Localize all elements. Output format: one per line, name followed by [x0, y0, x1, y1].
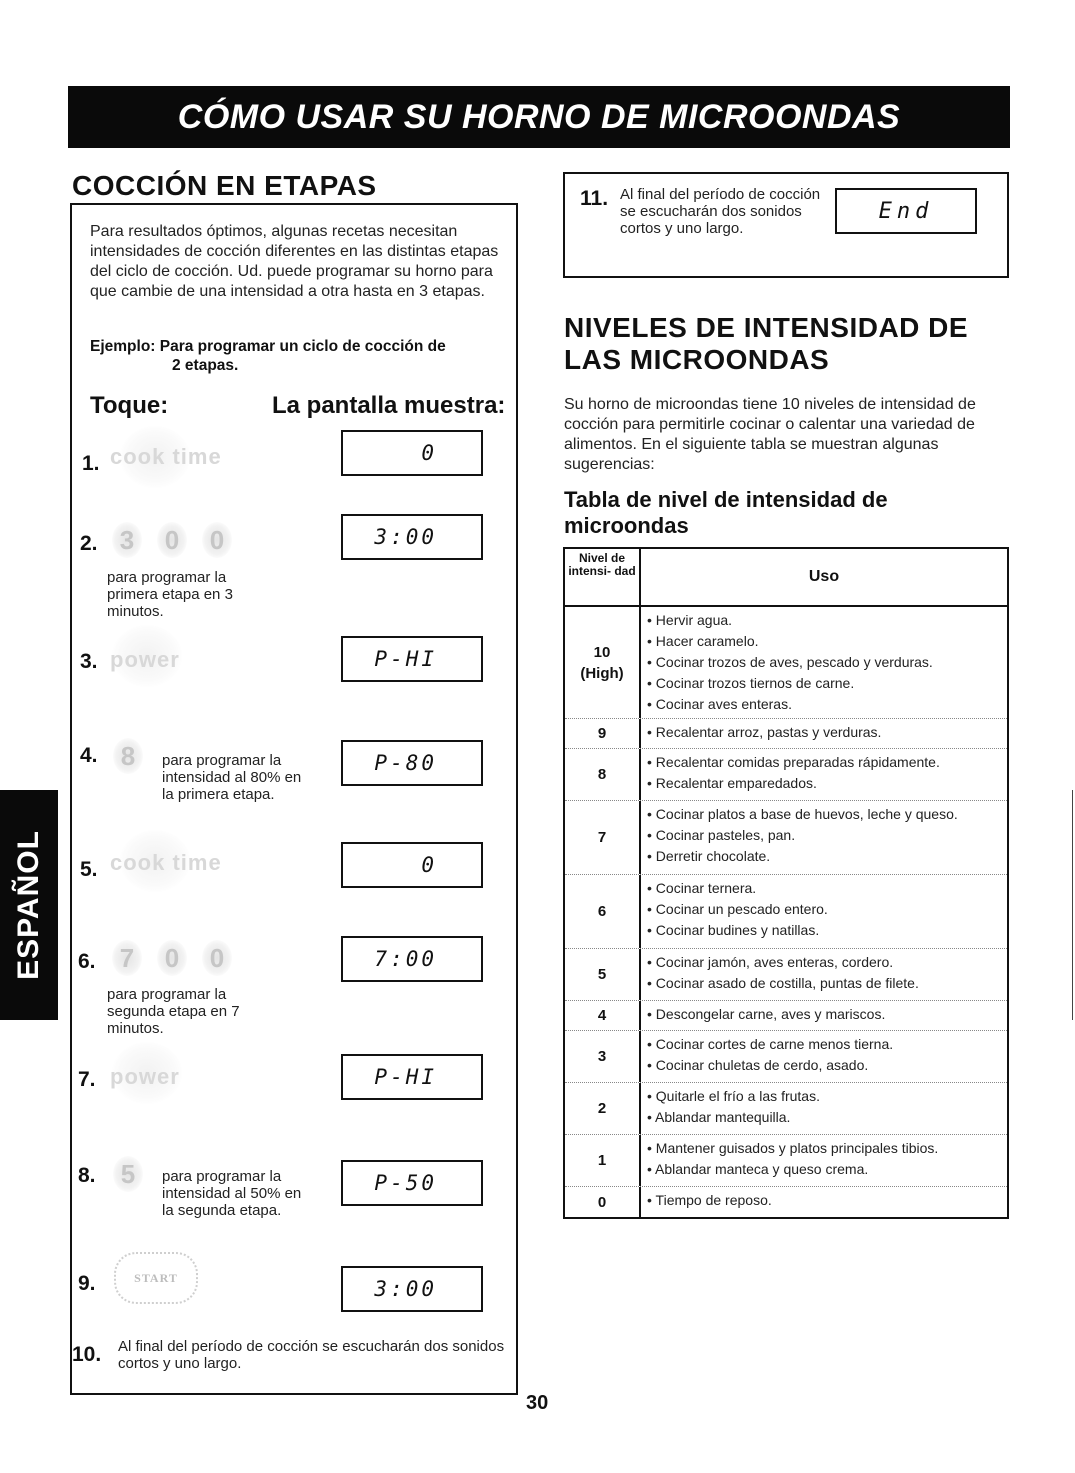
use-item: • Cocinar cortes de carne menos tierna. [647, 1034, 1007, 1055]
level-value: 0 [597, 1193, 607, 1211]
step-number: 1. [82, 452, 100, 475]
level-value: 6 [597, 903, 607, 920]
step-11-text: Al final del período de cocción se escucharán dos sonidos cortos y uno largo. [620, 186, 821, 237]
step-description: para programar la intensidad al 80% en la primera etapa. [162, 752, 302, 803]
use-item: • Ablandar mantequilla. [647, 1107, 1007, 1128]
header-use: Uso [808, 568, 840, 585]
level-value: 5 [597, 966, 607, 983]
use-cell [641, 1031, 1007, 1082]
power-key[interactable]: power [110, 1064, 180, 1089]
page-number: 30 [526, 1392, 549, 1414]
level-value: 8 [597, 766, 607, 783]
power-level-table [563, 547, 1009, 1219]
table-row [565, 607, 1007, 719]
example-heading [90, 337, 515, 375]
display-readout: P-HI [341, 636, 483, 682]
level-cell [565, 1187, 641, 1217]
section-title: COCCIÓN EN ETAPAS [72, 170, 377, 201]
use-item: • Cocinar ternera. [647, 878, 1007, 899]
step-number: 9. [78, 1272, 96, 1295]
page-edge-mark [1072, 790, 1073, 1020]
use-cell [641, 875, 1007, 948]
table-row [565, 801, 1007, 875]
use-item: • Descongelar carne, aves y mariscos. [647, 1004, 1007, 1025]
use-item: • Hervir agua. [647, 610, 1007, 631]
use-item: • Cocinar pasteles, pan. [647, 825, 1007, 846]
example-line-2: 2 etapas. [172, 357, 239, 374]
header-level: Nivel de intensi- dad [565, 549, 641, 605]
banner-title: CÓMO USAR SU HORNO DE MICROONDAS [177, 97, 901, 136]
step-number: 8. [78, 1164, 96, 1187]
use-item: • Recalentar comidas preparadas rápidamente. [647, 752, 1007, 773]
level-value: 10 [593, 643, 611, 661]
level-value: 7 [597, 829, 607, 846]
use-cell [641, 1135, 1007, 1186]
use-cell [641, 1083, 1007, 1134]
use-item: • Quitarle el frío a las frutas. [647, 1086, 1007, 1107]
table-row [565, 1083, 1007, 1135]
step-number: 2. [80, 532, 98, 555]
step-number: 7. [78, 1068, 96, 1091]
step-number: 4. [80, 744, 98, 767]
use-item: • Cocinar trozos de aves, pescado y verduras. [647, 652, 1007, 673]
use-cell [641, 719, 1007, 748]
table-body [565, 607, 1007, 1217]
number-key-5[interactable]: 5 [113, 1156, 143, 1192]
level-value: 4 [597, 1007, 607, 1024]
level-sublabel: (High) [580, 664, 624, 682]
use-item: • Mantener guisados y platos principales tibios. [647, 1138, 1007, 1159]
level-value: 9 [597, 725, 607, 742]
step-description: para programar la primera etapa en 3 minutos. [107, 569, 233, 620]
step-number: 6. [78, 950, 96, 973]
example-line-1: Ejemplo: Para programar un ciclo de cocción de [90, 338, 446, 355]
step-number: 11. [580, 187, 609, 210]
use-item: • Cocinar jamón, aves enteras, cordero. [647, 952, 1007, 973]
display-readout: 0 [341, 430, 483, 476]
power-levels-intro: Su horno de microondas tiene 10 niveles de intensidad de cocción para permitirle cocinar o calentar una variedad de alimentos. En el siguiente tabla se muestran algunas sugerencias: [564, 396, 976, 473]
cook-time-key[interactable]: cook time [110, 444, 222, 469]
level-cell [565, 719, 641, 748]
use-item: • Cocinar asado de costilla, puntas de filete. [647, 973, 1007, 994]
table-row [565, 1001, 1007, 1031]
level-cell [565, 1001, 641, 1030]
level-cell [565, 949, 641, 1000]
number-key-7[interactable]: 7 [112, 940, 142, 976]
step-number: 10. [72, 1343, 102, 1366]
table-row [565, 719, 1007, 749]
intro-paragraph: Para resultados óptimos, algunas recetas necesitan intensidades de cocción diferentes en las distintas etapas del ciclo de cocción. Ud. puede programar su horno para que cambie de una intensidad a otra hasta en 3 etapas. [90, 223, 499, 300]
use-item: • Recalentar emparedados. [647, 773, 1007, 794]
level-cell [565, 607, 641, 718]
step-description: para programar la intensidad al 50% en la segunda etapa. [162, 1168, 302, 1219]
use-cell [641, 1001, 1007, 1030]
use-item: • Tiempo de reposo. [647, 1190, 1007, 1211]
number-key-0[interactable]: 0 [157, 522, 187, 558]
level-value: 1 [597, 1152, 607, 1169]
display-readout: P-50 [341, 1160, 483, 1206]
use-item: • Cocinar un pescado entero. [647, 899, 1007, 920]
touch-column-header: Toque: [90, 392, 169, 419]
display-readout: P-80 [341, 740, 483, 786]
level-value: 3 [597, 1048, 607, 1065]
level-cell [565, 875, 641, 948]
use-item: • Cocinar chuletas de cerdo, asado. [647, 1055, 1007, 1076]
table-row [565, 949, 1007, 1001]
step-number: 3. [80, 650, 98, 673]
step-10-text: Al final del período de cocción se escucharán dos sonidos cortos y uno largo. [118, 1338, 505, 1372]
display-readout: 3:00 [341, 514, 483, 560]
number-key-0[interactable]: 0 [202, 522, 232, 558]
use-cell [641, 607, 1007, 718]
number-key-3[interactable]: 3 [112, 522, 142, 558]
use-item: • Recalentar arroz, pastas y verduras. [647, 722, 1007, 743]
use-item: • Cocinar trozos tiernos de carne. [647, 673, 1007, 694]
use-item: • Ablandar manteca y queso crema. [647, 1159, 1007, 1180]
level-cell [565, 801, 641, 874]
language-tab [0, 790, 58, 1020]
use-item: • Cocinar platos a base de huevos, leche y queso. [647, 804, 1007, 825]
table-header [565, 549, 1007, 607]
display-readout: 0 [341, 842, 483, 888]
use-cell [641, 1187, 1007, 1217]
display-readout: 7:00 [341, 936, 483, 982]
table-row [565, 1187, 1007, 1217]
use-item: • Cocinar aves enteras. [647, 694, 1007, 715]
table-row [565, 1135, 1007, 1187]
table-row [565, 1031, 1007, 1083]
level-cell [565, 1135, 641, 1186]
number-key-8[interactable]: 8 [113, 738, 143, 774]
table-row [565, 749, 1007, 801]
number-key-0[interactable]: 0 [202, 940, 232, 976]
display-readout-end: End [835, 188, 977, 234]
level-value: 2 [597, 1100, 607, 1117]
page-banner [68, 86, 1010, 148]
step-number: 5. [80, 858, 98, 881]
power-levels-title: NIVELES DE INTENSIDAD DE LAS MICROONDAS [564, 312, 969, 375]
level-cell [565, 1031, 641, 1082]
use-item: • Hacer caramelo. [647, 631, 1007, 652]
table-title: Tabla de nivel de intensidad de microondas [564, 487, 888, 538]
cook-time-key[interactable]: cook time [110, 850, 222, 875]
use-cell [641, 749, 1007, 800]
display-readout: 3:00 [341, 1266, 483, 1312]
number-key-0[interactable]: 0 [157, 940, 187, 976]
use-item: • Cocinar budines y natillas. [647, 920, 1007, 941]
start-key[interactable]: START [114, 1252, 198, 1304]
use-item: • Derretir chocolate. [647, 846, 1007, 867]
display-column-header: La pantalla muestra: [272, 392, 506, 419]
language-tab-label: ESPAÑOL [12, 830, 46, 980]
level-cell [565, 749, 641, 800]
table-row [565, 875, 1007, 949]
level-cell [565, 1083, 641, 1134]
use-cell [641, 949, 1007, 1000]
display-readout: P-HI [341, 1054, 483, 1100]
step-description: para programar la segunda etapa en 7 minutos. [107, 986, 240, 1037]
power-key[interactable]: power [110, 647, 180, 672]
use-cell [641, 801, 1007, 874]
